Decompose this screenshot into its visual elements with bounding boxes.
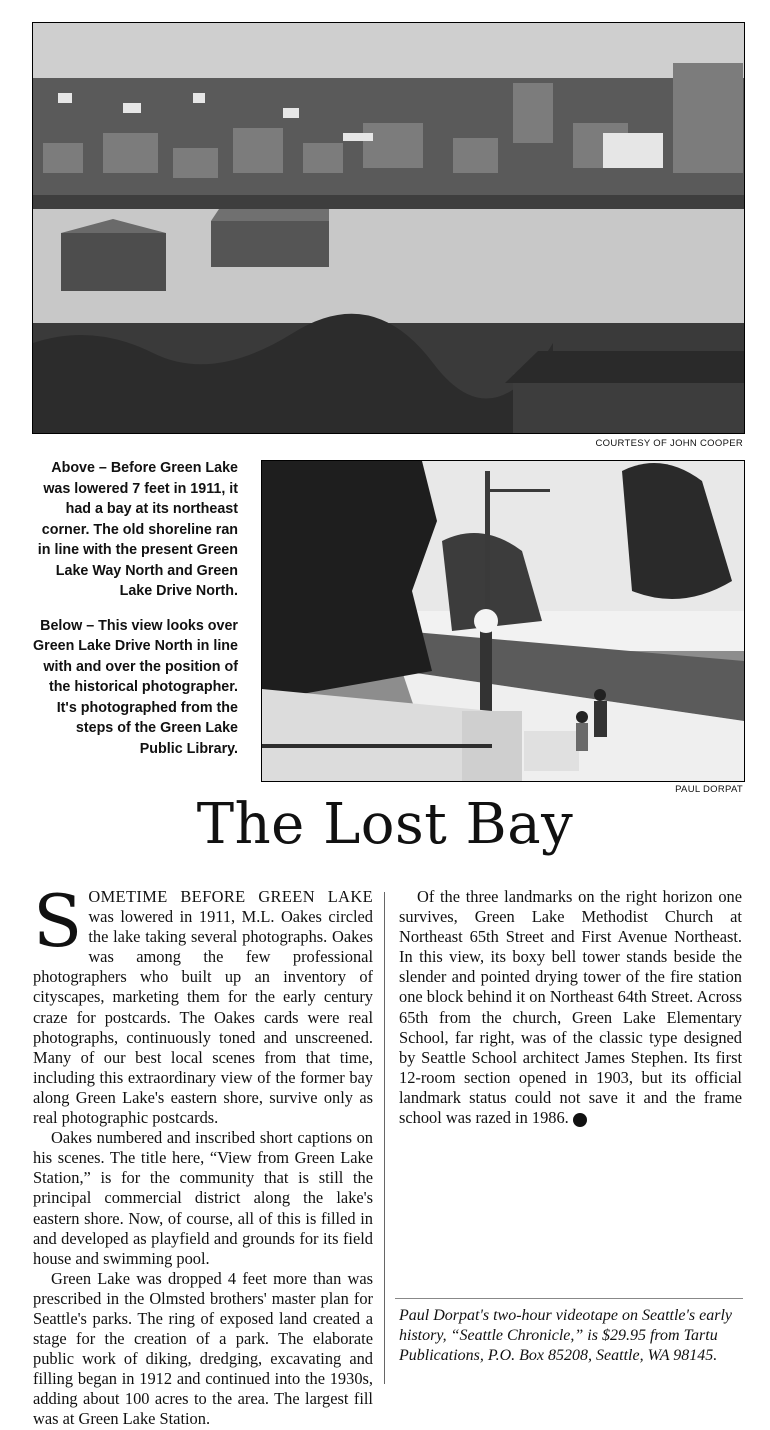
paragraph-4-body: Of the three landmarks on the right horizon one survives, Green Lake Methodist Church at Northeast 65th Street and First Avenue Northeast. In this view, its boxy bell tower stands beside the slender and pointed drying tower of the fire station one block behind it on Northeast 64th Street. Across 65th from the church, Green Lake Elementary School, far right, was of the classic type designed by Seattle School architect James Stephen. Its first 12-room section opened in 1903, but its official landmark status could not save it and the frame school was razed in 1986. [399,887,742,1128]
bottom-photo-credit: PAUL DORPAT [675,784,743,795]
end-mark-icon: P [573,1113,587,1127]
drop-cap: S [33,879,83,963]
article-paragraph-3: Green Lake was dropped 4 feet more than was prescribed in the Olmsted brothers' master plan for Seattle's parks. The ring of exposed land created a stage for the creation of a park. The elaborate public work of diking, dredging, excavating and filling began in 1912 and continued into the 1930s, adding about 100 acres to the area. The largest fill was at Green Lake Station. [33,1268,373,1429]
modern-photo [261,460,745,782]
modern-photo-illustration [262,461,744,781]
column-divider [384,892,385,1384]
article-paragraph-1 [33,879,373,1128]
article-column-left [33,879,373,1430]
historic-photo [32,22,745,434]
photo-captions [30,458,238,773]
historic-photo-illustration [33,23,744,433]
lead-caps: OMETIME BEFORE GREEN LAKE [88,887,373,906]
paragraph-1-body: was lowered in 1911, M.L. Oakes circled the lake taking several photographs. Oakes was among the few professional photographers who built up an inventory of cityscapes, marketing them for the early century craze for postcards. The Oakes cards were real photographs, continuously toned and unscreened. Many of our best local scenes from that time, including this extraordinary view of the former bay along Green Lake's eastern shore, survive only as real photographic postcards. [33,907,373,1128]
article-paragraph-2: Oakes numbered and inscribed short captions on his scenes. The title here, “View from Green Lake Station,” is for the community that is still the principal commercial district along the lake's eastern shore. Now, of course, all of this is filled in and developed as playfield and grounds for its field house and swimming pool. [33,1128,373,1268]
tagline: Paul Dorpat's two-hour videotape on Seattle's early history, “Seattle Chronicle,” is $29.95 from Tartu Publications, P.O. Box 85208, Seattle, WA 98145. [399,1307,733,1364]
top-photo-credit: COURTESY OF JOHN COOPER [595,438,743,449]
article-column-right [399,887,742,1128]
caption-above: Above – Before Green Lake was lowered 7 feet in 1911, it had a bay at its northeast corner. The old shoreline ran in line with the present Green Lake Way North and Green Lake Drive North. [37,460,238,599]
article-paragraph-4 [399,887,742,1128]
headline: The Lost Bay [196,792,574,857]
tagline-divider [395,1298,743,1299]
caption-below: Below – This view looks over Green Lake Drive North in line with and over the position of the historical photographer. It's photographed from the steps of the Green Lake Public Library. [33,617,238,757]
